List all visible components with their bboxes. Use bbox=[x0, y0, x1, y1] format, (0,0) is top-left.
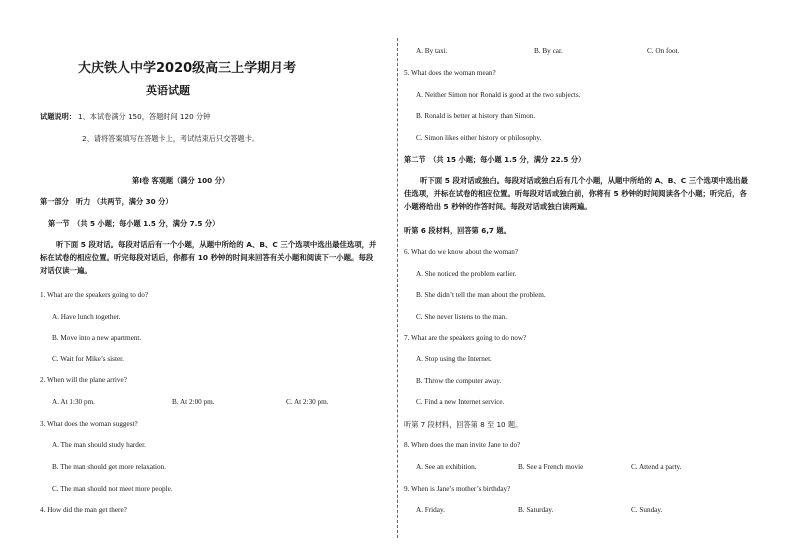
q7-option-a: A. Stop using the Internet. bbox=[416, 355, 492, 363]
part1-heading: 第一部分 听力 （共两节，满分 30 分） bbox=[40, 197, 173, 206]
q8-option-a: A. See an exhibition. bbox=[416, 463, 477, 471]
q3-stem: 3. What does the woman suggest? bbox=[40, 420, 138, 428]
q3-option-c: C. The man should not meet more people. bbox=[52, 485, 173, 493]
q1-option-c: C. Wait for Mike’s sister. bbox=[52, 355, 124, 363]
q9-option-a: A. Friday. bbox=[416, 506, 445, 514]
q2-stem: 2. When will the plane arrive? bbox=[40, 376, 127, 384]
q5-option-a: A. Neither Simon nor Ronald is good at the two subjects. bbox=[416, 91, 581, 99]
q5-option-c: C. Simon likes either history or philosophy. bbox=[416, 134, 542, 142]
material-6-note: 听第 6 段材料，回答第 6,7 题。 bbox=[404, 226, 511, 235]
q3-option-b: B. The man should get more relaxation. bbox=[52, 463, 167, 471]
q1-stem: 1. What are the speakers going to do? bbox=[40, 291, 149, 299]
exam-subject: 英语试题 bbox=[146, 84, 190, 97]
q9-option-c: C. Sunday. bbox=[631, 506, 663, 514]
q4-option-a: A. By taxi. bbox=[416, 47, 448, 55]
section1-directions: 听下面 5 段对话。每段对话后有一个小题，从题中所给的 A、B、C 三个选项中选出最佳选项，并标在试卷的相应位置。听完每段对话后，你都有 10 秒钟的时间来回答有关小题和阅读下一小题。每段对话仅读一遍。 bbox=[40, 240, 377, 275]
instructions-label: 试题说明： bbox=[40, 112, 76, 121]
volume-heading: 第Ⅰ卷 客观题（满分 100 分） bbox=[132, 176, 230, 185]
q8-option-b: B. See a French movie bbox=[518, 463, 584, 471]
q6-option-a: A. She noticed the problem earlier. bbox=[416, 270, 517, 278]
instruction-2: 2、请将答案填写在答题卡上，考试结束后只交答题卡。 bbox=[82, 134, 260, 143]
q7-stem: 7. What are the speakers going to do now? bbox=[404, 334, 527, 342]
q5-option-b: B. Ronald is better at history than Simon. bbox=[416, 112, 536, 120]
column-divider bbox=[397, 38, 398, 538]
q8-option-c: C. Attend a party. bbox=[631, 463, 682, 471]
q6-stem: 6. What do we know about the woman? bbox=[404, 248, 519, 256]
section2-heading: 第二节 （共 15 小题；每小题 1.5 分，满分 22.5 分） bbox=[404, 155, 586, 164]
q6-option-c: C. She never listens to the man. bbox=[416, 313, 508, 321]
q4-stem: 4. How did the man get there? bbox=[40, 506, 127, 514]
q8-stem: 8. When does the man invite Jane to do? bbox=[404, 441, 521, 449]
q3-option-a: A. The man should study harder. bbox=[52, 441, 146, 449]
q4-option-c: C. On foot. bbox=[647, 47, 680, 55]
q6-option-b: B. She didn’t tell the man about the problem. bbox=[416, 291, 546, 299]
q2-option-a: A. At 1:30 pm. bbox=[52, 398, 95, 406]
q4-option-b: B. By car. bbox=[534, 47, 563, 55]
left-column bbox=[40, 0, 390, 560]
instruction-1: 1、本试卷满分 150，答题时间 120 分钟 bbox=[78, 112, 211, 121]
q7-option-c: C. Find a new Internet service. bbox=[416, 398, 505, 406]
right-column bbox=[404, 0, 776, 560]
q9-option-b: B. Saturday. bbox=[518, 506, 554, 514]
q1-option-b: B. Move into a new apartment. bbox=[52, 334, 142, 342]
q5-stem: 5. What does the woman mean? bbox=[404, 69, 496, 77]
q7-option-b: B. Throw the computer away. bbox=[416, 377, 502, 385]
q2-option-b: B. At 2:00 pm. bbox=[172, 398, 215, 406]
q1-option-a: A. Have lunch together. bbox=[52, 313, 121, 321]
q9-stem: 9. When is Jane’s mother’s birthday? bbox=[404, 485, 511, 493]
section2-directions: 听下面 5 段对话或独白。每段对话或独白后有几个小题，从题中所给的 A、B、C 三个选项中选出最佳选项，并标在试卷的相应位置。听每段对话或独白前，你将有 5 秒钟的时间阅读各个小题；听完后，各小题将给出 5 秒钟的作答时间。每段对话或独白读两遍。 bbox=[404, 176, 748, 211]
section1-heading: 第一节 （共 5 小题；每小题 1.5 分，满分 7.5 分） bbox=[48, 219, 220, 228]
material-7-note: 听第 7 段材料，回答第 8 至 10 题。 bbox=[404, 420, 523, 429]
q2-option-c: C. At 2:30 pm. bbox=[286, 398, 329, 406]
exam-title: 大庆铁人中学2020级高三上学期月考 bbox=[78, 61, 297, 76]
